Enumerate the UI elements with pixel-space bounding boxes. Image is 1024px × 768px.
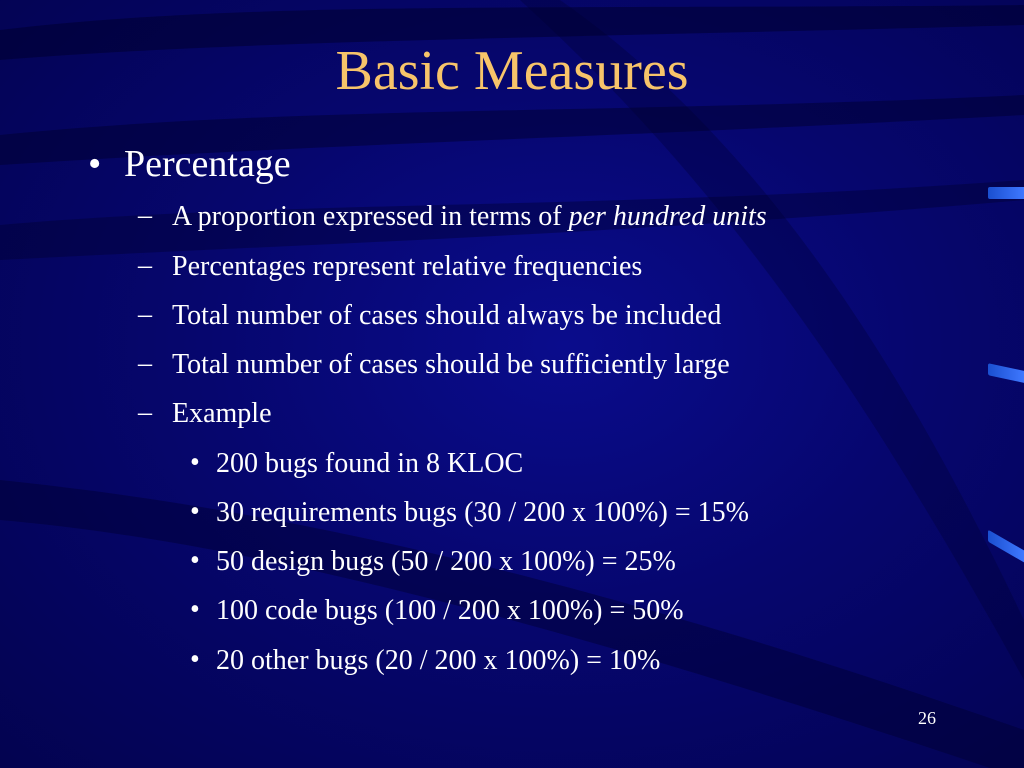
bullet-marker: •: [190, 644, 200, 675]
dash-marker: –: [138, 250, 152, 281]
bullet-percentage: Percentage: [124, 143, 291, 185]
sub-bullet-total-included: Total number of cases should always be included: [172, 300, 722, 331]
example-requirements-bugs: 30 requirements bugs (30 / 200 x 100%) = 15%: [216, 497, 749, 528]
dash-marker: –: [138, 397, 152, 428]
bullet-marker: •: [190, 594, 200, 625]
bullet-marker: •: [190, 447, 200, 478]
example-total-bugs: 200 bugs found in 8 KLOC: [216, 448, 524, 479]
dash-marker: –: [138, 299, 152, 330]
bullet-marker: •: [88, 143, 102, 185]
sub-bullet-example: Example: [172, 398, 272, 429]
example-code-bugs: 100 code bugs (100 / 200 x 100%) = 50%: [216, 595, 684, 626]
dash-marker: –: [138, 348, 152, 379]
page-number: 26: [918, 708, 936, 728]
sub-bullet-proportion: [172, 200, 767, 234]
slide-title: Basic Measures: [335, 40, 689, 102]
example-other-bugs: 20 other bugs (20 / 200 x 100%) = 10%: [216, 645, 661, 676]
example-design-bugs: 50 design bugs (50 / 200 x 100%) = 25%: [216, 546, 676, 577]
bullet-marker: •: [190, 545, 200, 576]
sub-bullet-relative-frequencies: Percentages represent relative frequencies: [172, 251, 643, 282]
sub-bullet-total-large: Total number of cases should be sufficiently large: [172, 349, 730, 380]
dash-marker: –: [138, 200, 152, 231]
sub-bullet-proportion-emphasis: per hundred units: [568, 201, 767, 232]
bullet-marker: •: [190, 496, 200, 527]
sub-bullet-proportion-text: A proportion expressed in terms of: [172, 201, 569, 232]
